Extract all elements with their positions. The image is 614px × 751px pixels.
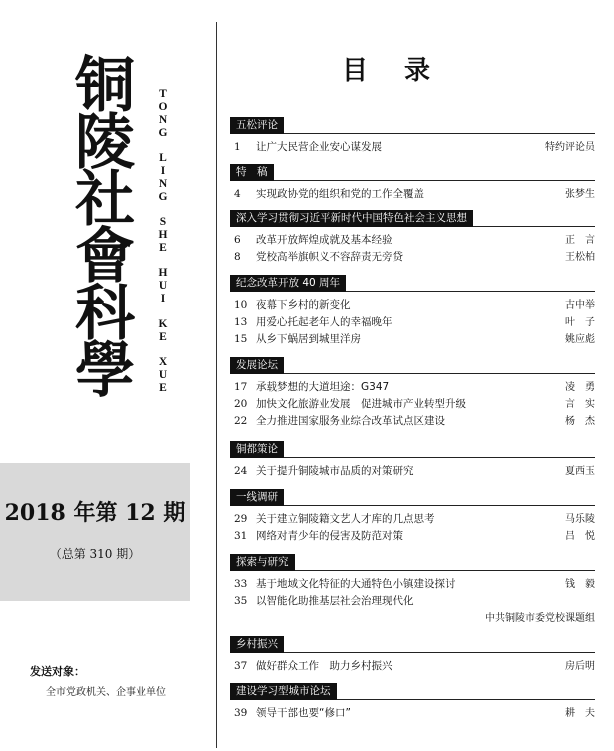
page-number: 1 — [234, 141, 241, 153]
toc-entry[interactable] — [230, 576, 595, 593]
masthead-char: 铜 — [75, 51, 131, 121]
article-author: 特约评论员 — [545, 142, 595, 153]
entry-list — [230, 379, 595, 430]
distribution-label: 发送对象： — [30, 665, 85, 678]
toc-entry[interactable] — [230, 396, 595, 413]
masthead-pinyin — [150, 88, 176, 407]
section-rule — [230, 180, 595, 181]
article-author: 夏西玉 — [565, 466, 595, 477]
pinyin-letter: E — [159, 331, 167, 343]
article-title: 夜幕下乡村的新变化 — [256, 299, 351, 311]
article-title: 全力推进国家服务业综合改革试点区建设 — [256, 415, 445, 427]
toc-entry[interactable] — [230, 331, 595, 348]
toc-section — [230, 164, 595, 203]
article-author: 姚应彪 — [565, 334, 595, 345]
toc-section — [230, 489, 595, 545]
pinyin-letter: N — [158, 178, 168, 190]
article-title: 实现政协党的组织和党的工作全覆盖 — [256, 188, 424, 200]
pinyin-letter: G — [158, 191, 168, 203]
section-header — [230, 164, 595, 181]
page-number: 33 — [234, 578, 248, 590]
article-author: 古中举 — [565, 300, 595, 311]
section-rule — [230, 652, 595, 653]
section-title: 铜都策论 — [230, 441, 284, 458]
entry-list — [230, 463, 595, 480]
pinyin-letter: I — [160, 165, 166, 177]
toc-entry[interactable] — [230, 297, 595, 314]
article-title: 以智能化助推基层社会治理现代化 — [256, 595, 414, 607]
entry-list — [230, 297, 595, 348]
issue-box — [0, 463, 190, 601]
toc-entry[interactable] — [230, 314, 595, 331]
article-author: 王松柏 — [565, 252, 595, 263]
section-title: 深入学习贯彻习近平新时代中国特色社会主义思想 — [230, 210, 473, 227]
page-number: 15 — [234, 333, 248, 345]
pinyin-word — [150, 356, 176, 395]
toc-entry[interactable] — [230, 511, 595, 528]
article-title: 承载梦想的大道坦途：G347 — [256, 381, 390, 393]
pinyin-letter: E — [159, 242, 167, 254]
section-title: 纪念改革开放 40 周年 — [230, 275, 346, 292]
page-number: 20 — [234, 398, 248, 410]
pinyin-letter: G — [158, 127, 168, 139]
toc-section — [230, 117, 595, 156]
article-title: 基于地域文化特征的大通特色小镇建设探讨 — [256, 578, 456, 590]
page-number: 22 — [234, 415, 248, 427]
pinyin-letter: I — [160, 293, 166, 305]
pinyin-letter: S — [159, 216, 167, 228]
pinyin-word — [150, 152, 176, 204]
article-title: 党校高举旗帜义不容辞责无旁贷 — [256, 251, 403, 263]
pinyin-letter: H — [158, 229, 168, 241]
pinyin-letter: H — [158, 267, 168, 279]
article-title: 加快文化旅游业发展 促进城市产业转型升级 — [256, 398, 466, 410]
toc-title: 目录 — [342, 56, 467, 86]
article-author: 张梦生 — [565, 189, 595, 200]
pinyin-letter: N — [158, 114, 168, 126]
toc-entry[interactable] — [230, 463, 595, 480]
section-header — [230, 489, 595, 506]
article-author: 马乐陵 — [565, 514, 595, 525]
article-title: 领导干部也要“修口” — [256, 707, 351, 719]
masthead-char: 科 — [75, 279, 131, 349]
section-rule — [230, 457, 595, 458]
section-header — [230, 636, 595, 653]
section-title: 建设学习型城市论坛 — [230, 683, 337, 700]
issue-number: 2018 年第 12 期 — [4, 500, 186, 526]
section-title: 探索与研究 — [230, 554, 295, 571]
pinyin-letter: E — [159, 382, 167, 394]
pinyin-word — [150, 88, 176, 140]
section-header — [230, 210, 595, 227]
entry-list — [230, 658, 595, 675]
entry-list — [230, 186, 595, 203]
pinyin-letter: X — [158, 356, 168, 368]
entry-list — [230, 511, 595, 545]
section-header — [230, 275, 595, 292]
toc-section — [230, 275, 595, 348]
pinyin-letter: T — [159, 88, 167, 100]
entry-list — [230, 232, 595, 266]
entry-list — [230, 705, 595, 722]
toc-entry[interactable] — [230, 139, 595, 156]
section-title: 特 稿 — [230, 164, 274, 181]
article-author: 耕 夫 — [565, 708, 595, 719]
pinyin-letter: L — [159, 152, 167, 164]
article-author: 言 实 — [565, 399, 595, 410]
page-number: 4 — [234, 188, 241, 200]
article-author: 凌 勇 — [565, 382, 595, 393]
distribution-recipients: 全市党政机关、企事业单位 — [46, 687, 166, 698]
pinyin-letter: U — [158, 280, 168, 292]
section-title: 五松评论 — [230, 117, 284, 134]
article-title: 从乡下蜗居到城里洋房 — [256, 333, 361, 345]
toc-section — [230, 683, 595, 722]
toc-section — [230, 210, 595, 266]
toc-entry[interactable] — [230, 593, 595, 610]
article-author: 钱 毅 — [565, 579, 595, 590]
page-number: 17 — [234, 381, 248, 393]
page-number: 29 — [234, 513, 248, 525]
masthead-char: 陵 — [75, 108, 131, 178]
toc-section — [230, 357, 595, 430]
column-divider — [216, 22, 217, 748]
page-number: 13 — [234, 316, 248, 328]
page-number: 8 — [234, 251, 241, 263]
section-rule — [230, 505, 595, 506]
pinyin-word — [150, 216, 176, 255]
article-title: 让广大民营企业安心谋发展 — [256, 141, 382, 153]
article-title: 关于提升铜陵城市品质的对策研究 — [256, 465, 414, 477]
issue-total: （总第 310 期） — [49, 547, 141, 561]
masthead-char: 學 — [75, 336, 131, 406]
masthead-char: 會 — [75, 222, 131, 292]
article-author-note: 中共铜陵市委党校课题组 — [485, 613, 595, 624]
toc-entry[interactable] — [230, 528, 595, 545]
toc-section — [230, 636, 595, 675]
article-title: 用爱心托起老年人的幸福晚年 — [256, 316, 393, 328]
masthead-calligraphy — [58, 51, 148, 406]
toc-entry[interactable] — [230, 249, 595, 266]
pinyin-letter: O — [158, 101, 168, 113]
toc-entry[interactable] — [230, 658, 595, 675]
page-number: 24 — [234, 465, 248, 477]
pinyin-letter: K — [158, 318, 168, 330]
toc-entry[interactable] — [230, 232, 595, 249]
section-header — [230, 117, 595, 134]
page-number: 6 — [234, 234, 241, 246]
toc-entry[interactable] — [230, 705, 595, 722]
pinyin-letter: U — [158, 369, 168, 381]
article-author: 正 言 — [565, 235, 595, 246]
pinyin-word — [150, 318, 176, 344]
article-author: 杨 杰 — [565, 416, 595, 427]
masthead-char: 社 — [75, 165, 131, 235]
pinyin-word — [150, 267, 176, 306]
section-header — [230, 683, 595, 700]
section-header — [230, 357, 595, 374]
section-title: 一线调研 — [230, 489, 284, 506]
section-rule — [230, 133, 595, 134]
page-number: 39 — [234, 707, 248, 719]
article-title: 改革开放辉煌成就及基本经验 — [256, 234, 393, 246]
page-number: 37 — [234, 660, 248, 672]
section-title: 发展论坛 — [230, 357, 284, 374]
entry-list — [230, 576, 595, 627]
page-number: 31 — [234, 530, 248, 542]
toc-entry[interactable] — [230, 379, 595, 396]
article-title: 关于建立铜陵籍文艺人才库的几点思考 — [256, 513, 435, 525]
section-title: 乡村振兴 — [230, 636, 284, 653]
toc-entry[interactable] — [230, 186, 595, 203]
article-title: 网络对青少年的侵害及防范对策 — [256, 530, 403, 542]
section-rule — [230, 373, 595, 374]
toc-entry[interactable] — [230, 413, 595, 430]
article-author: 叶 子 — [565, 317, 595, 328]
page-number: 10 — [234, 299, 248, 311]
section-header — [230, 554, 595, 571]
section-header — [230, 441, 595, 458]
article-title: 做好群众工作 助力乡村振兴 — [256, 660, 393, 672]
toc-section — [230, 441, 595, 480]
article-author: 房后明 — [565, 661, 595, 672]
entry-list — [230, 139, 595, 156]
toc-section — [230, 554, 595, 627]
article-author: 吕 悦 — [565, 531, 595, 542]
page-number: 35 — [234, 595, 248, 607]
